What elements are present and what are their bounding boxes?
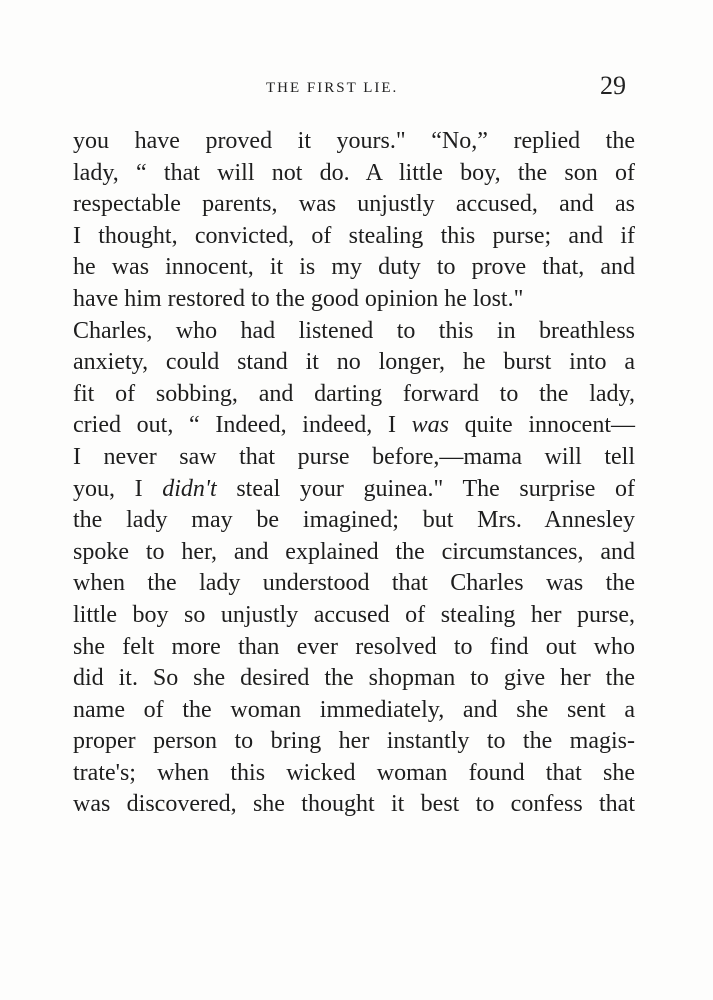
text-line: anxiety, could stand it no longer, he burst into a — [73, 349, 635, 376]
text-line: trate's; when this wicked woman found that she — [73, 759, 635, 786]
text-line: lady, “ that will not do. A little boy, the son of — [73, 159, 635, 186]
text-line: you, I didn't steal your guinea." The surprise of — [73, 475, 635, 502]
italic-word: didn't — [162, 475, 217, 502]
text-line: he was innocent, it is my duty to prove that, and — [73, 254, 635, 281]
text-line: little boy so unjustly accused of stealing her purse, — [73, 601, 635, 628]
text-line: have him restored to the good opinion he lost." — [73, 285, 524, 312]
text-line: cried out, “ Indeed, indeed, I was quite innocent— — [73, 412, 635, 439]
running-title: THE FIRST LIE. — [266, 80, 399, 96]
text-line: proper person to bring her instantly to the magis- — [73, 728, 635, 755]
text-line: spoke to her, and explained the circumstances, and — [73, 538, 635, 565]
text-line: name of the woman immediately, and she sent a — [73, 696, 635, 723]
text-line: was discovered, she thought it best to confess that — [73, 791, 635, 818]
text-line: fit of sobbing, and darting forward to the lady, — [73, 380, 635, 407]
italic-word: was — [411, 412, 449, 439]
text-line: she felt more than ever resolved to find out who — [73, 633, 635, 660]
text-line: respectable parents, was unjustly accused, and as — [73, 191, 635, 218]
text-line: I thought, convicted, of stealing this purse; and if — [73, 222, 635, 249]
text-line: I never saw that purse before,—mama will tell — [73, 443, 635, 470]
body-text — [73, 126, 635, 821]
text-line: when the lady understood that Charles was the — [73, 570, 635, 597]
text-line: you have proved it yours." “No,” replied the — [73, 128, 635, 154]
text-line: Charles, who had listened to this in breathless — [73, 317, 635, 344]
text-line: the lady may be imagined; but Mrs. Annesley — [73, 507, 635, 534]
page-number: 29 — [600, 71, 626, 100]
text-line: did it. So she desired the shopman to give her the — [73, 665, 635, 692]
